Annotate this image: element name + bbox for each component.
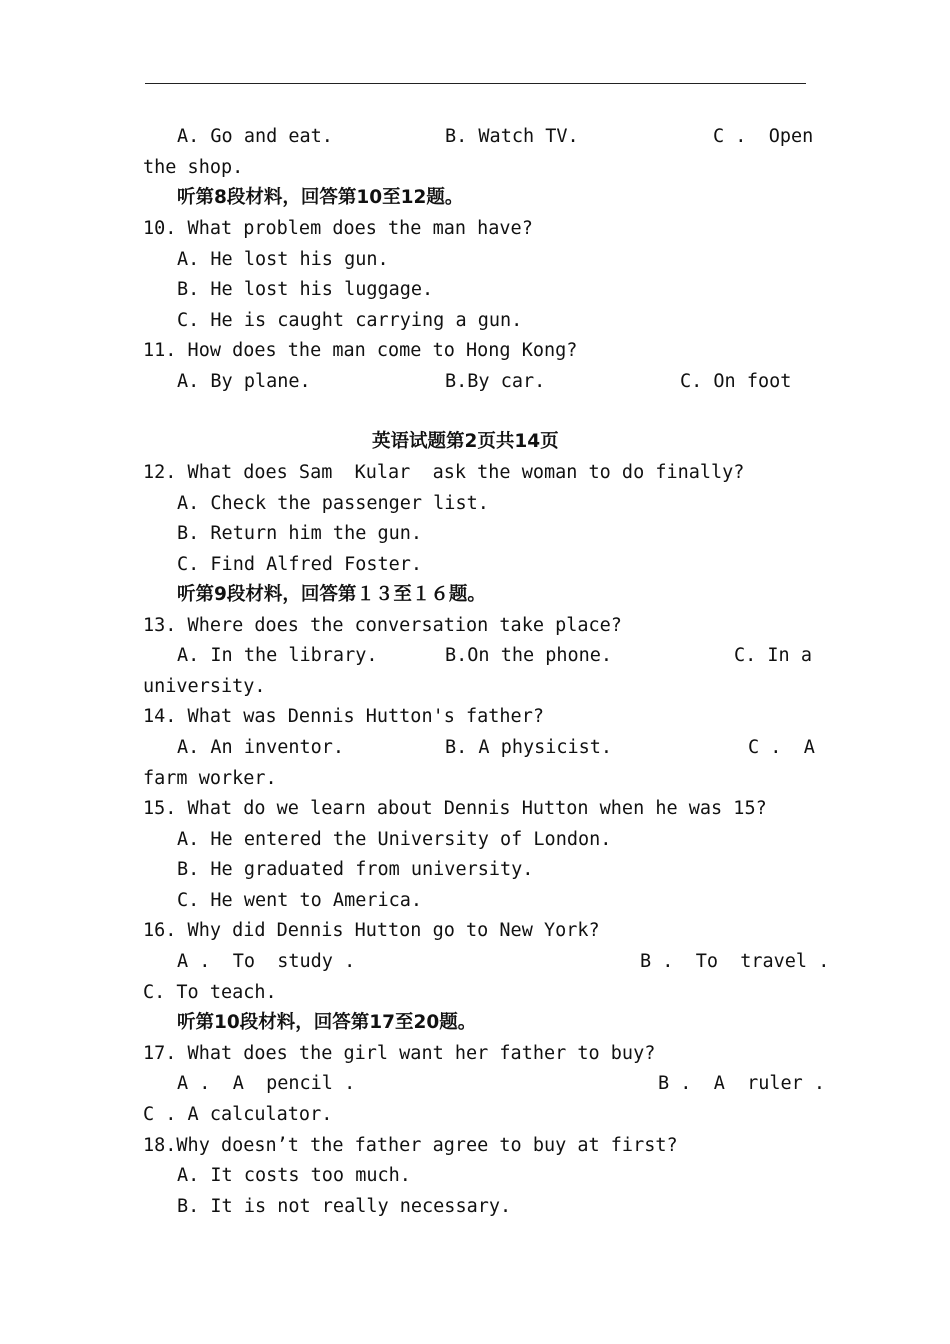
q13-option-c: C. In a — [734, 645, 812, 666]
q9-option-c: C . Open — [713, 126, 814, 147]
q13-stem: 13. Where does the conversation take place? — [143, 615, 622, 636]
q14-option-b: B. A physicist. — [445, 737, 613, 758]
q10-option-b: B. He lost his luggage. — [177, 279, 434, 300]
q13-option-a: A. In the library. — [177, 645, 378, 666]
q17-option-c: C . A calculator. — [143, 1104, 333, 1125]
section-8-heading: 听第8段材料，回答第10至12题。 — [177, 187, 464, 208]
q11-option-c: C. On foot — [680, 371, 792, 392]
q12-option-a: A. Check the passenger list. — [177, 493, 489, 514]
q13-option-b: B.On the phone. — [445, 645, 613, 666]
q15-option-c: C. He went to America. — [177, 890, 423, 911]
q14-option-a: A. An inventor. — [177, 737, 345, 758]
q11-option-b: B.By car. — [445, 371, 546, 392]
q9-option-a: A. Go and eat. — [177, 126, 333, 147]
q12-option-b: B. Return him the gun. — [177, 523, 423, 544]
q12-stem: 12. What does Sam Kular ask the woman to do finally? — [143, 462, 745, 483]
q18-option-a: A. It costs too much. — [177, 1165, 411, 1186]
q18-option-b: B. It is not really necessary. — [177, 1196, 512, 1217]
q17-option-a: A . A pencil . — [177, 1073, 356, 1094]
q11-stem: 11. How does the man come to Hong Kong? — [143, 340, 578, 361]
q10-option-a: A. He lost his gun. — [177, 249, 389, 270]
q15-option-a: A. He entered the University of London. — [177, 829, 612, 850]
q13-option-c-continued: university. — [143, 676, 266, 697]
header-rule — [145, 83, 806, 84]
q17-option-b: B . A ruler . — [658, 1073, 826, 1094]
q14-stem: 14. What was Dennis Hutton's father? — [143, 706, 544, 727]
q10-stem: 10. What problem does the man have? — [143, 218, 533, 239]
q16-stem: 16. Why did Dennis Hutton go to New York? — [143, 920, 600, 941]
page-footer: 英语试题第2页共14页 — [372, 431, 559, 452]
q14-option-c-continued: farm worker. — [143, 768, 277, 789]
q11-option-a: A. By plane. — [177, 371, 311, 392]
q14-option-c: C . A — [748, 737, 815, 758]
q15-stem: 15. What do we learn about Dennis Hutton when he was 15? — [143, 798, 767, 819]
section-9-heading: 听第9段材料，回答第１３至１６题。 — [177, 584, 486, 605]
q10-option-c: C. He is caught carrying a gun. — [177, 310, 523, 331]
q12-option-c: C. Find Alfred Foster. — [177, 554, 423, 575]
q16-option-b: B . To travel . — [640, 951, 830, 972]
q16-option-c: C. To teach. — [143, 982, 277, 1003]
section-10-heading: 听第10段材料，回答第17至20题。 — [177, 1012, 477, 1033]
q9-option-b: B. Watch TV. — [445, 126, 579, 147]
q9-option-c-continued: the shop. — [143, 157, 244, 178]
q17-stem: 17. What does the girl want her father to buy? — [143, 1043, 656, 1064]
q16-option-a: A . To study . — [177, 951, 356, 972]
q15-option-b: B. He graduated from university. — [177, 859, 534, 880]
q18-stem: 18.Why doesn’t the father agree to buy at first? — [143, 1135, 678, 1156]
